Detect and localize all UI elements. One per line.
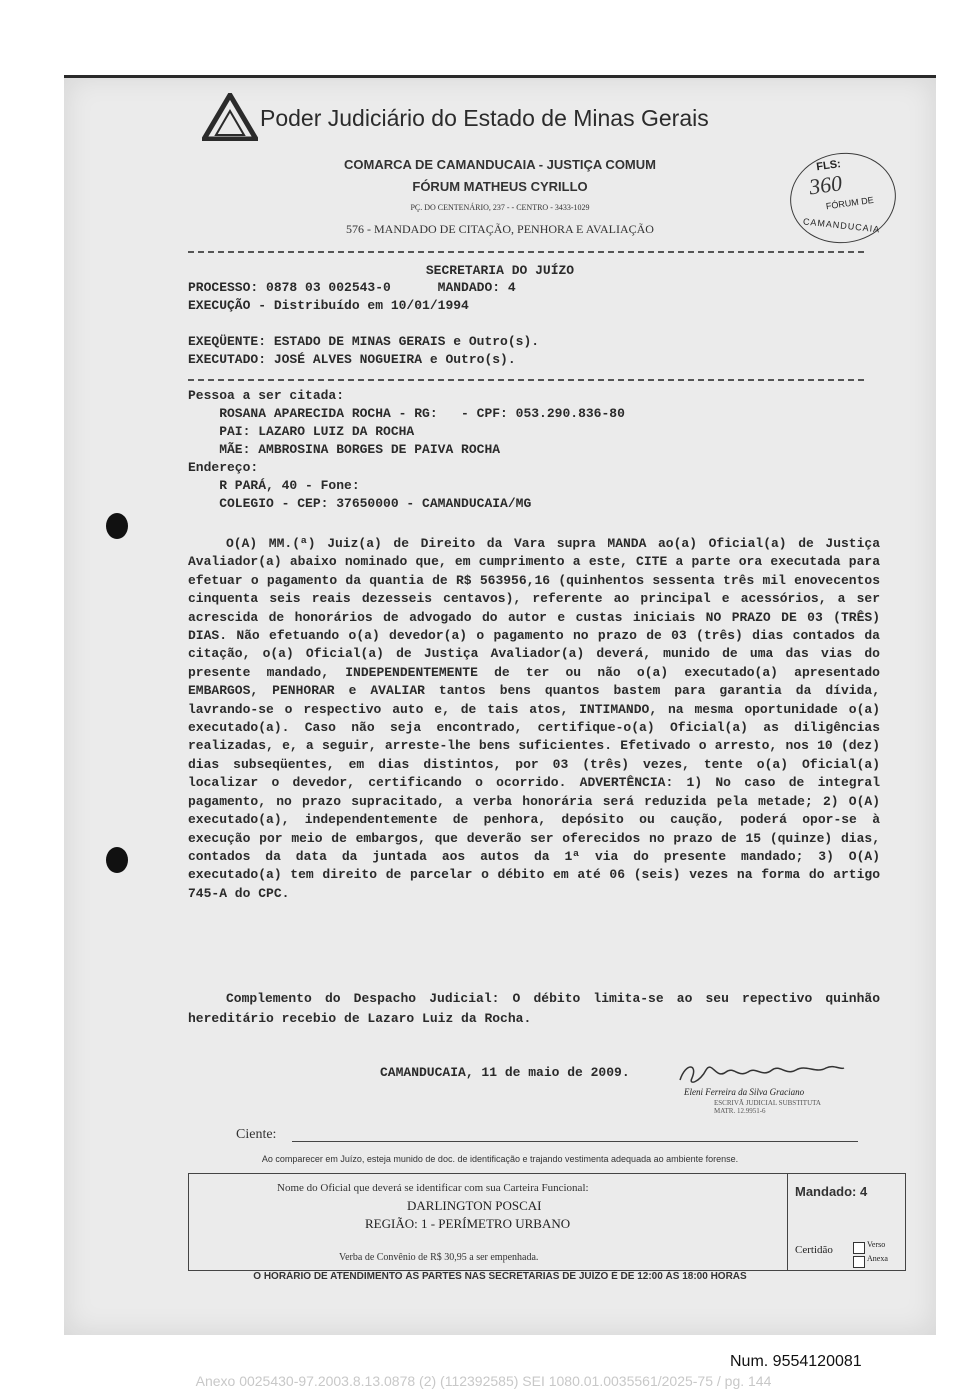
document-number: Num. 9554120081 <box>730 1353 862 1370</box>
court-logo-icon <box>202 93 258 141</box>
punch-hole-top <box>106 513 128 539</box>
officer-name: DARLINGTON POSCAI <box>407 1198 542 1213</box>
office-hours-notice: O HORÁRIO DE ATENDIMENTO ÀS PARTES NAS SECRETARIAS DE JUÍZO É DE 12:00 ÀS 18:00 HORAS <box>253 1271 747 1282</box>
forum-heading: FÓRUM MATHEUS CYRILLO <box>412 179 588 194</box>
page-footer-reference: Anexo 0025430-97.2003.8.13.0878 (2) (112392585) SEI 1080.01.0035561/2025-75 / pg. 144 <box>195 1373 772 1389</box>
comarca-heading: COMARCA DE CAMANDUCAIA - JUSTIÇA COMUM <box>344 157 656 172</box>
divider <box>188 251 864 253</box>
signer-role <box>714 1099 821 1115</box>
person-heading: Pessoa a ser citada: <box>188 388 345 403</box>
stamp-page-number: 360 <box>807 170 844 200</box>
processo-line: PROCESSO: 0878 03 002543-0 MANDADO: 4 <box>188 280 516 295</box>
ciente-label: Ciente: <box>236 1127 277 1142</box>
stamp-city: CAMANDUCAIA <box>802 216 881 235</box>
handwritten-signature <box>676 1058 846 1088</box>
person-mother-line: MÃE: AMBROSINA BORGES DE PAIVA ROCHA <box>188 442 501 457</box>
document-type: 576 - MANDADO DE CITAÇÃO, PENHORA E AVALIAÇÃO <box>346 222 654 236</box>
stamp-fls-label: FLS: <box>815 158 842 174</box>
address-heading: Endereço: <box>188 460 259 475</box>
signer-role-2: MATR. 12.9951-6 <box>714 1107 766 1115</box>
verso-label: Verso <box>867 1240 886 1249</box>
signer-name: Eleni Ferreira da Silva Graciano <box>684 1087 805 1097</box>
person-name-line: ROSANA APARECIDA ROCHA - RG: - CPF: 053.290.836-80 <box>188 406 625 421</box>
court-title: Poder Judiciário do Estado de Minas Gerais <box>260 105 709 131</box>
box-divider <box>787 1174 788 1270</box>
dateline: CAMANDUCAIA, 11 de maio de 2009. <box>380 1065 630 1080</box>
officer-label: Nome do Oficial que deverá se identificar com sua Carteira Funcional: <box>277 1182 589 1194</box>
officer-box <box>188 1173 906 1271</box>
certidao-label: Certidão <box>795 1244 833 1256</box>
scan-edge <box>64 75 936 78</box>
forum-address: PÇ. DO CENTENÁRIO, 237 - - CENTRO - 3433-1029 <box>410 203 590 212</box>
execucao-line: EXECUÇÃO - Distribuído em 10/01/1994 <box>188 298 469 313</box>
verba-text: Verba de Convênio de R$ 30,95 a ser empenhada. <box>339 1252 539 1263</box>
order-paragraph: O(A) MM.(ª) Juiz(a) de Direito da Vara supra MANDA ao(a) Oficial(a) de Justiça Avaliador(a) abaixo nominado que, em cumprimento a este, CITE a parte ora executada para efetuar o pagamento da quantia de R$ 563956,16 (quinhentos sessenta três mil enovecentos cinquenta seis reais dezesseis centavos), referente ao principal e acessórios, a ser acrescida de honorários de advogado do autor e custas iniciais NO PRAZO DE 03 (TRÊS) DIAS. Não efetuando o(a) devedor(a) o pagamento no prazo de 03 (três) dias contados da citação, o(a) Oficial(a) de Justiça Avaliador(a) deverá, munido de uma das vias do presente mandado, INDEPENDENTEMENTE de ter ou não o(a) executado(a) apresentado EMBARGOS, PENHORAR e AVALIAR tantos bens quantos bastem para garantia da dívida, lavrando-se o respectivo auto e, de tais atos, INTIMANDO, na mesma oportunidade o(a) executado(a). Caso não seja encontrado, certifique-o(a) Oficial(a) as diligências realizadas, e, a seguir, arreste-lhe bens suficientes. Efetivado o arresto, nos 10 (dez) dias subseqüentes, em dias distintos, por 03 (três) vezes, tente o(a) Oficial(a) localizar o devedor, certificando o ocorrido. ADVERTÊNCIA: 1) No caso de integral pagamento, no prazo supracitado, a verba honorária será reduzida pela metade; 2) O(A) executado(a), independentemente de penhora, depósito ou caução, poderá opor-se à execução por meio de embargos, que deverão ser oferecidos no prazo de 15 (quinze) dias, contados da data da juntada aos autos da 1ª via do presente mandado; 3) O(A) executado(a) tem direito de parcelar o débito em até 06 (seis) vezes na forma do artigo 745-A do CPC. <box>188 536 880 901</box>
complement-paragraph: Complemento do Despacho Judicial: O débito limita-se ao seu repectivo quinhão hereditário recebio de Lazaro Luiz da Rocha. <box>188 991 880 1026</box>
officer-region: REGIÃO: 1 - PERÍMETRO URBANO <box>365 1216 571 1231</box>
address-street-line: R PARÁ, 40 - Fone: <box>188 478 360 493</box>
person-father-line: PAI: LAZARO LUIZ DA ROCHA <box>188 424 415 439</box>
anexa-label: Anexa <box>867 1254 888 1263</box>
stamp-forum-label: FÓRUM DE <box>825 194 875 212</box>
address-cep-line: COLEGIO - CEP: 37650000 - CAMANDUCAIA/MG <box>188 496 532 511</box>
verso-checkbox <box>853 1242 865 1254</box>
exequente-line: EXEQÜENTE: ESTADO DE MINAS GERAIS e Outro(s). <box>188 334 540 349</box>
signer-role-1: ESCRIVÃ JUDICIAL SUBSTITUTA <box>714 1099 821 1107</box>
executado-line: EXECUTADO: JOSÉ ALVES NOGUEIRA e Outro(s). <box>188 352 516 367</box>
secretaria-heading: SECRETARIA DO JUÍZO <box>425 263 575 278</box>
court-notice: Ao comparecer em Juízo, esteja munido de doc. de identificação e trajando vestimenta adequada ao ambiente forense. <box>261 1154 739 1164</box>
anexa-checkbox <box>853 1256 865 1268</box>
mandado-number: Mandado: 4 <box>795 1184 868 1199</box>
punch-hole-bottom <box>106 847 128 873</box>
scanned-document <box>64 75 936 1335</box>
ciente-signature-line <box>292 1141 858 1142</box>
divider <box>188 379 864 381</box>
